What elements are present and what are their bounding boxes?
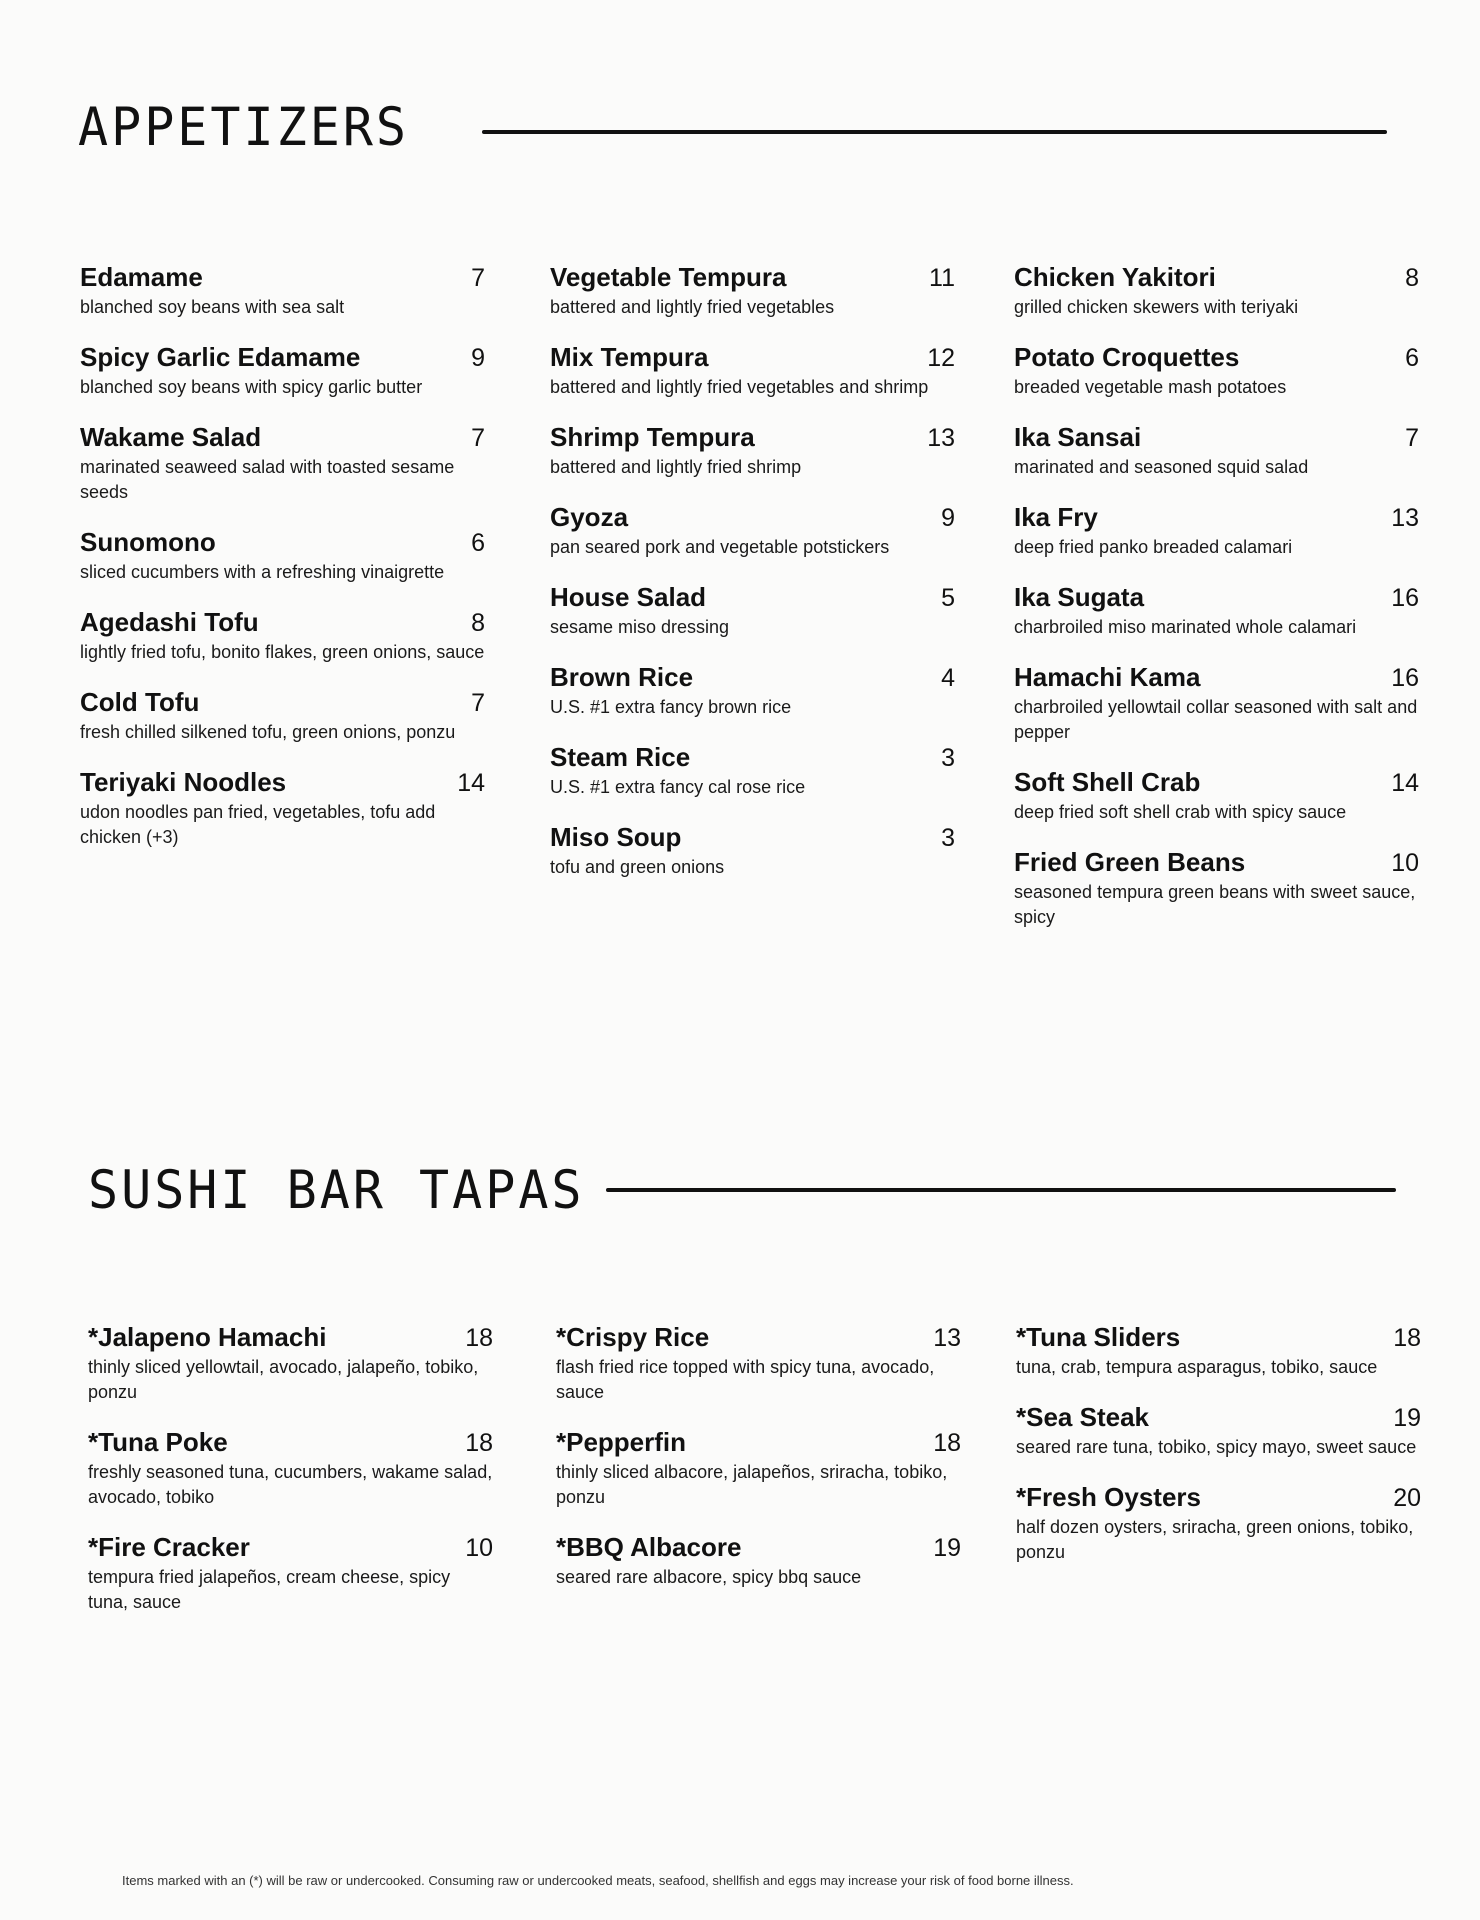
menu-item [1014, 662, 1419, 745]
tapas-header [0, 1155, 1480, 1225]
menu-item-description: charbroiled miso marinated whole calamari [1014, 617, 1357, 637]
menu-item-description: battered and lightly fried vegetables and shrimp [550, 377, 929, 397]
menu-item [1016, 1402, 1421, 1460]
menu-item-price: 7 [471, 689, 485, 717]
menu-item-header [1014, 767, 1419, 798]
menu-item-price: 10 [1391, 849, 1419, 877]
menu-item-description: battered and lightly fried vegetables [550, 297, 835, 317]
menu-item-name: Soft Shell Crab [1014, 767, 1201, 797]
menu-item [550, 822, 955, 880]
menu-item-header [556, 1427, 961, 1458]
menu-item-name: Ika Fry [1014, 502, 1098, 532]
appetizers-column-2 [550, 262, 955, 902]
menu-item-price: 13 [1391, 504, 1419, 532]
menu-item-name: Fried Green Beans [1014, 847, 1246, 877]
menu-item-header [550, 822, 955, 853]
menu-item-header [550, 742, 955, 773]
menu-item-name: Miso Soup [550, 822, 682, 852]
menu-item-description: tempura fried jalapeños, cream cheese, spicy tuna, sauce [88, 1567, 451, 1612]
menu-item-name: Potato Croquettes [1014, 342, 1240, 372]
menu-item-header [1014, 422, 1419, 453]
menu-item-name: Hamachi Kama [1014, 662, 1201, 692]
menu-item-description: U.S. #1 extra fancy cal rose rice [550, 777, 806, 797]
menu-item-header [556, 1322, 961, 1353]
menu-item-description: deep fried soft shell crab with spicy sauce [1014, 802, 1347, 822]
menu-item [550, 742, 955, 800]
menu-item-header [550, 262, 955, 293]
menu-item-name: Vegetable Tempura [550, 262, 787, 292]
menu-item-header [556, 1532, 961, 1563]
appetizers-divider [482, 130, 1387, 134]
menu-item [1014, 847, 1419, 930]
menu-item-description: U.S. #1 extra fancy brown rice [550, 697, 792, 717]
menu-item [1014, 502, 1419, 560]
menu-item-description: seasoned tempura green beans with sweet sauce, spicy [1014, 882, 1416, 927]
menu-item-name: Wakame Salad [80, 422, 262, 452]
menu-item-price: 18 [933, 1429, 961, 1457]
menu-item-header [1016, 1482, 1421, 1513]
menu-item-price: 9 [471, 344, 485, 372]
menu-item-description: marinated and seasoned squid salad [1014, 457, 1309, 477]
menu-item-header [1016, 1322, 1421, 1353]
menu-item-header [88, 1322, 493, 1353]
menu-item-header [1014, 262, 1419, 293]
menu-item-description: fresh chilled silkened tofu, green onions, ponzu [80, 722, 456, 742]
menu-item-price: 19 [933, 1534, 961, 1562]
menu-item-header [80, 422, 485, 453]
menu-item-description: battered and lightly fried shrimp [550, 457, 802, 477]
menu-item-description: breaded vegetable mash potatoes [1014, 377, 1287, 397]
menu-item-description: udon noodles pan fried, vegetables, tofu add chicken (+3) [80, 802, 436, 847]
menu-item-description: deep fried panko breaded calamari [1014, 537, 1293, 557]
menu-item-price: 11 [929, 264, 955, 292]
menu-item [556, 1427, 961, 1510]
menu-item [550, 422, 955, 480]
menu-item [88, 1427, 493, 1510]
menu-item [88, 1322, 493, 1405]
menu-item-price: 18 [465, 1324, 493, 1352]
menu-item-name: *Fresh Oysters [1016, 1482, 1201, 1512]
menu-item-price: 14 [457, 769, 485, 797]
menu-item-name: House Salad [550, 582, 707, 612]
menu-item-price: 7 [1405, 424, 1419, 452]
tapas-divider [606, 1188, 1396, 1192]
menu-item [1014, 342, 1419, 400]
menu-item [556, 1322, 961, 1405]
menu-item-description: grilled chicken skewers with teriyaki [1014, 297, 1299, 317]
menu-item [80, 422, 485, 505]
tapas-title: SUSHI BAR TAPAS [88, 1159, 585, 1221]
raw-food-disclaimer: Items marked with an (*) will be raw or undercooked. Consuming raw or undercooked meats, seafood, shellfish and eggs may increase your risk of food borne illness. [122, 1873, 1074, 1888]
menu-item-price: 3 [941, 744, 955, 772]
menu-item-name: Ika Sugata [1014, 582, 1145, 612]
menu-item-name: Steam Rice [550, 742, 691, 772]
menu-item-description: thinly sliced albacore, jalapeños, sriracha, tobiko, ponzu [556, 1462, 948, 1507]
menu-item-price: 18 [465, 1429, 493, 1457]
menu-item-price: 18 [1393, 1324, 1421, 1352]
menu-item-price: 20 [1393, 1484, 1421, 1512]
menu-item-description: half dozen oysters, sriracha, green onions, tobiko, ponzu [1016, 1517, 1414, 1562]
menu-item [80, 607, 485, 665]
appetizers-column-3 [1014, 262, 1419, 952]
menu-item-price: 13 [933, 1324, 961, 1352]
menu-item-header [550, 662, 955, 693]
menu-item-header [80, 687, 485, 718]
menu-item-header [550, 582, 955, 613]
menu-item-price: 7 [471, 424, 485, 452]
menu-item-description: marinated seaweed salad with toasted sesame seeds [80, 457, 455, 502]
menu-item-header [88, 1427, 493, 1458]
menu-item-description: thinly sliced yellowtail, avocado, jalapeño, tobiko, ponzu [88, 1357, 479, 1402]
menu-item-name: Spicy Garlic Edamame [80, 342, 361, 372]
menu-item [80, 527, 485, 585]
menu-item-header [550, 422, 955, 453]
menu-item-name: *Tuna Poke [88, 1427, 228, 1457]
menu-item-name: Shrimp Tempura [550, 422, 755, 452]
menu-item-header [80, 527, 485, 558]
menu-item-header [1014, 582, 1419, 613]
menu-item-name: *Jalapeno Hamachi [88, 1322, 327, 1352]
menu-item-price: 7 [471, 264, 485, 292]
menu-item-header [1014, 847, 1419, 878]
menu-item-name: *Tuna Sliders [1016, 1322, 1181, 1352]
menu-item-description: pan seared pork and vegetable potstickers [550, 537, 890, 557]
menu-item-header [80, 342, 485, 373]
appetizers-column-1 [80, 262, 485, 872]
menu-item [556, 1532, 961, 1590]
menu-item [550, 582, 955, 640]
tapas-column-3 [1016, 1322, 1421, 1587]
menu-item-name: Ika Sansai [1014, 422, 1142, 452]
menu-item-description: tofu and green onions [550, 857, 725, 877]
menu-item-price: 12 [927, 344, 955, 372]
menu-item-header [1014, 662, 1419, 693]
menu-item-description: lightly fried tofu, bonito flakes, green onions, sauce [80, 642, 485, 662]
menu-item-price: 6 [471, 529, 485, 557]
menu-item-name: Mix Tempura [550, 342, 709, 372]
menu-item-header [1014, 342, 1419, 373]
menu-item-name: Brown Rice [550, 662, 694, 692]
menu-item [1014, 422, 1419, 480]
menu-item [1014, 582, 1419, 640]
menu-item-description: seared rare albacore, spicy bbq sauce [556, 1567, 862, 1587]
menu-item-header [80, 767, 485, 798]
menu-item-name: Gyoza [550, 502, 629, 532]
menu-item [80, 262, 485, 320]
menu-item-description: flash fried rice topped with spicy tuna, avocado, sauce [556, 1357, 935, 1402]
menu-item-header [80, 607, 485, 638]
menu-item-name: Sunomono [80, 527, 216, 557]
menu-item-price: 13 [927, 424, 955, 452]
menu-item [550, 262, 955, 320]
menu-item-name: *Fire Cracker [88, 1532, 250, 1562]
menu-item-description: freshly seasoned tuna, cucumbers, wakame salad, avocado, tobiko [88, 1462, 493, 1507]
menu-item-description: sliced cucumbers with a refreshing vinaigrette [80, 562, 445, 582]
menu-item-price: 9 [941, 504, 955, 532]
appetizers-title: APPETIZERS [78, 96, 410, 158]
menu-item-name: *Pepperfin [556, 1427, 687, 1457]
menu-item-price: 14 [1391, 769, 1419, 797]
menu-item-name: *Sea Steak [1016, 1402, 1149, 1432]
menu-item-price: 19 [1393, 1404, 1421, 1432]
menu-item [1016, 1322, 1421, 1380]
menu-item-header [1016, 1402, 1421, 1433]
menu-item [1014, 262, 1419, 320]
menu-item-price: 6 [1405, 344, 1419, 372]
menu-item [88, 1532, 493, 1615]
menu-item [80, 767, 485, 850]
menu-item-header [80, 262, 485, 293]
menu-item-description: blanched soy beans with spicy garlic butter [80, 377, 423, 397]
menu-item-price: 8 [471, 609, 485, 637]
menu-item-name: Cold Tofu [80, 687, 200, 717]
menu-item-header [550, 502, 955, 533]
menu-item [550, 662, 955, 720]
menu-item-name: *BBQ Albacore [556, 1532, 742, 1562]
menu-item-description: sesame miso dressing [550, 617, 730, 637]
menu-item-price: 4 [941, 664, 955, 692]
menu-item-header [88, 1532, 493, 1563]
menu-item-header [1014, 502, 1419, 533]
menu-item-name: *Crispy Rice [556, 1322, 710, 1352]
menu-item-description: tuna, crab, tempura asparagus, tobiko, sauce [1016, 1357, 1378, 1377]
menu-item-name: Agedashi Tofu [80, 607, 259, 637]
menu-item-description: charbroiled yellowtail collar seasoned with salt and pepper [1014, 697, 1418, 742]
menu-item-price: 5 [941, 584, 955, 612]
menu-item [1014, 767, 1419, 825]
menu-item-name: Teriyaki Noodles [80, 767, 287, 797]
menu-item-price: 16 [1391, 584, 1419, 612]
menu-item-name: Chicken Yakitori [1014, 262, 1216, 292]
menu-item-description: seared rare tuna, tobiko, spicy mayo, sweet sauce [1016, 1437, 1417, 1457]
menu-item [550, 342, 955, 400]
menu-item-header [550, 342, 955, 373]
menu-item-price: 10 [465, 1534, 493, 1562]
tapas-column-1 [88, 1322, 493, 1637]
menu-item-price: 16 [1391, 664, 1419, 692]
menu-item [80, 687, 485, 745]
menu-item [80, 342, 485, 400]
appetizers-header [0, 92, 1480, 162]
menu-item [1016, 1482, 1421, 1565]
menu-item [550, 502, 955, 560]
menu-item-name: Edamame [80, 262, 203, 292]
menu-item-description: blanched soy beans with sea salt [80, 297, 345, 317]
tapas-column-2 [556, 1322, 961, 1612]
menu-item-price: 3 [941, 824, 955, 852]
menu-item-price: 8 [1405, 264, 1419, 292]
